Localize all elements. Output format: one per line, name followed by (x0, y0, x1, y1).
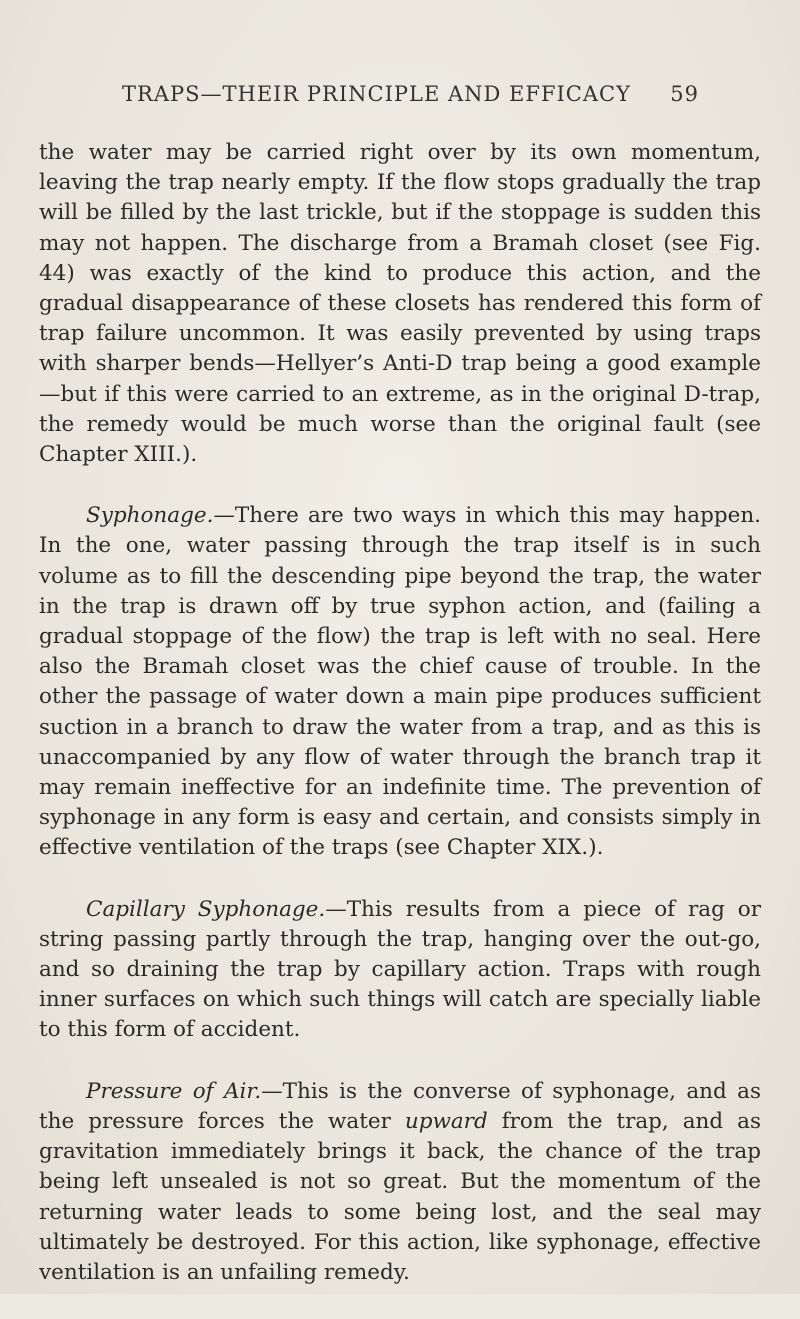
section-heading-pressure-of-air: Pressure of Air. (86, 1078, 262, 1104)
section-heading-capillary-syphonage: Capillary Syphonage. (86, 896, 326, 922)
paragraph-text: from the trap, and as gravitation immediately brings it back, the chance of the trap being left unsealed is not so great. But the momentum of the returning water leads to some being lost, and the seal may ultimately be destroyed. For this action, like syphonage, effective ventilation is an unfailing remedy. (39, 1108, 761, 1285)
running-head (0, 82, 800, 122)
paragraph-momentum (39, 138, 761, 470)
body-text (39, 138, 761, 1319)
paragraph-text: —There are two ways in which this may happen. In the one, water passing through the trap itself is in such volume as to fill the descending pipe beyond the trap, the water in the trap is drawn off by true syphon action, and (failing a gradual stoppage of the flow) the trap is left with no seal. Here also the Bramah closet was the chief cause of trouble. In the other the passage of water down a main pipe produces sufficient suction in a branch to draw the water from a trap, and as this is unaccompanied by any flow of water through the branch trap it may remain ineffective for an indefinite time. The prevention of syphonage in any form is easy and certain, and consists simply in effective ventilation of the traps (see Chapter XIX.). (39, 503, 761, 861)
page-number: 59 (670, 82, 699, 106)
paragraph-pressure-of-air (39, 1077, 761, 1288)
running-head-title: TRAPS—THEIR PRINCIPLE AND EFFICACY (122, 82, 631, 106)
paragraph-capillary-syphonage (39, 895, 761, 1046)
section-heading-syphonage: Syphonage. (86, 503, 214, 529)
paragraph-text: the water may be carried right over by its own momentum, leaving the trap nearly empty. If the flow stops gradually the trap will be filled by the last trickle, but if the stoppage is sudden this may not happen. The discharge from a Bramah closet (see Fig. 44) was exactly of the kind to produce this action, and the gradual disappearance of these closets has rendered this form of trap failure uncommon. It was easily prevented by using traps with sharper bends—Hellyer’s Anti-D trap being a good example—but if this were carried to an extreme, as in the original D-trap, the remedy would be much worse than the original fault (see Chapter XIII.). (39, 140, 761, 468)
paragraph-text: —This is the converse of syphonage, and as the pressure forces the water (39, 1078, 761, 1134)
paragraph-text: —This results from a piece of rag or string passing partly through the trap, hanging over the out-go, and so draining the trap by capillary action. Traps with rough inner surfaces on which such things will catch are specially liable to this form of accident. (39, 896, 761, 1043)
paragraph-syphonage (39, 501, 761, 863)
emphasis-upward: upward (404, 1108, 488, 1134)
